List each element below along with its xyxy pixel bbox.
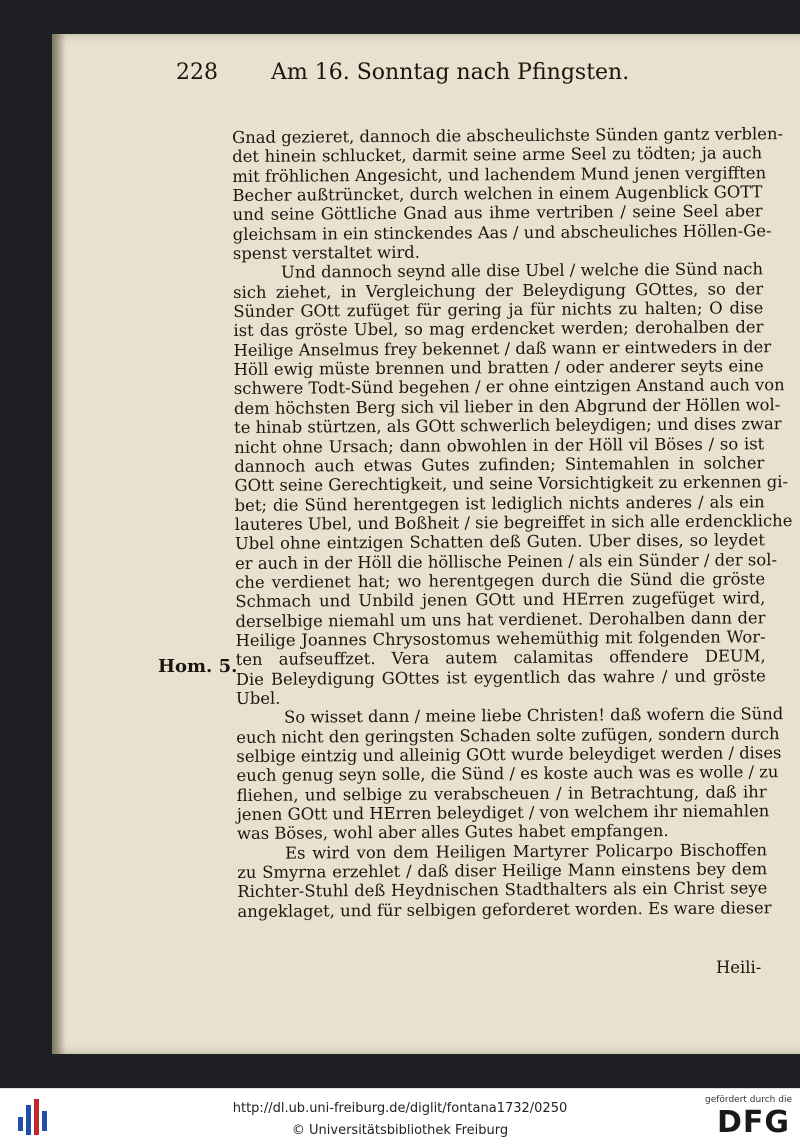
text-line: ist das gröste Ubel, so mag erdencket werden; derohalben der <box>233 317 764 341</box>
text-line: schwere Todt-Sünd begehen / er ohne eintzigen Anstand auch von <box>233 375 785 399</box>
margin-note: Hom. 5. <box>158 656 238 677</box>
text-line: Und dannoch seynd alle dise Ubel / welche die Sünd nach <box>280 259 764 283</box>
running-head: Am 16. Sonntag nach Pfingsten. <box>271 60 630 85</box>
text-line: Sünder GOtt zufüget für gering ja für nichts zu halten; O dise <box>233 298 764 322</box>
page-number: 228 <box>176 60 218 85</box>
text-line: Ubel. <box>235 688 281 708</box>
text-line: angeklaget, und für selbigen geforderet worden. Es ware dieser <box>237 898 772 921</box>
text-line: Gnad gezieret, dannoch die abscheulichste Sünden gantz verblen- <box>232 124 784 147</box>
document-url-link[interactable]: http://dl.ub.uni-freiburg.de/diglit/fontana1732/0250 <box>232 1101 568 1116</box>
text-line: jenen GOtt und HErren beleydiget / von welchem ihr niemahlen <box>236 801 770 825</box>
text-line: nicht ohne Ursach; dann obwohlen in der Höll vil Böses / so ist <box>234 433 765 457</box>
text-line: che verdienet hat; wo herentgegen durch die Sünd die gröste <box>235 569 766 592</box>
text-line: sich ziehet, in Vergleichung der Beleydigung GOttes, so der <box>233 279 764 302</box>
text-line: Höll ewig müste brennen und bratten / oder anderer seyts eine <box>233 356 764 380</box>
text-line: Die Beleydigung GOttes ist eygentlich das wahre / und gröste <box>235 665 766 689</box>
dfg-logo: DFG <box>716 1105 790 1140</box>
text-line: dannoch auch etwas Gutes zufinden; Sintemahlen in solcher <box>234 453 765 476</box>
text-line: Es wird von dem Heiligen Martyrer Policarpo Bischoffen <box>284 840 768 863</box>
text-line: dem höchsten Berg sich vil lieber in den Abgrund der Höllen wol- <box>233 394 781 418</box>
text-line: So wisset dann / meine liebe Christen! daß wofern die Sünd <box>284 704 784 727</box>
viewer-footer <box>0 1088 800 1145</box>
text-line: und seine Göttliche Gnad aus ihme vertriben / seine Seel aber <box>232 201 763 225</box>
text-line: fliehen, und selbige zu verabscheuen / in Betrachtung, daß ihr <box>236 781 767 805</box>
page-header <box>176 60 676 90</box>
text-line: Becher außtrüncket, durch welchen in einem Augenblick GOTT <box>232 182 763 206</box>
text-line: bet; die Sünd herentgegen ist lediglich nichts anderes / als ein <box>234 491 765 515</box>
text-line: ten aufseuffzet. Vera autem calamitas offendere DEUM, <box>235 646 766 670</box>
text-line: mit fröhlichen Angesicht, und lachendem Mund jenen vergifften <box>232 162 767 186</box>
body-text <box>232 124 793 921</box>
text-line: er auch in der Höll die höllische Peinen / als ein Sünder / der sol- <box>234 549 778 573</box>
text-line: spenst verstaltet wird. <box>232 242 421 264</box>
text-line: was Böses, wohl aber alles Gutes habet empfangen. <box>236 821 669 844</box>
text-line: zu Smyrna erzehlet / daß diser Heilige Mann einstens bey dem <box>237 859 768 883</box>
text-line: Heilige Anselmus frey bekennet / daß wann er eintweders in der <box>233 337 772 360</box>
text-line: GOtt seine Gerechtigkeit, und seine Vorsichtigkeit zu erkennen gi- <box>234 472 789 496</box>
text-line: Heilige Joannes Chrysostomus wehemüthig mit folgenden Wor- <box>235 627 766 650</box>
dfg-caption: gefördert durch die <box>705 1095 792 1105</box>
text-line: selbige eintzig und alleinig GOtt wurde beleydiget werden / dises <box>236 743 782 766</box>
copyright-notice: © Universitätsbibliothek Freiburg <box>291 1123 509 1138</box>
text-line: lauteres Ubel, und Boßheit / sie begreiffet in sich alle erdenckliche <box>234 510 793 534</box>
catchword: Heili- <box>716 958 762 977</box>
text-line: derselbige niemahl um uns hat verdienet. Derohalben dann der <box>235 607 766 631</box>
text-line: det hinein schlucket, darmit seine arme Seel zu tödten; ja auch <box>232 143 763 167</box>
text-line: Ubel ohne eintzigen Schatten deß Guten. Uber dises, so leydet <box>234 530 765 554</box>
text-line: euch genug seyn solle, die Sünd / es koste auch was es wolle / zu <box>236 762 779 786</box>
text-line: Schmach und Unbild jenen GOtt und HErren zugefüget wird, <box>235 588 766 612</box>
text-line: Richter-Stuhl deß Heydnischen Stadthalters als ein Christ seye <box>237 878 768 902</box>
text-line: te hinab stürtzen, als GOtt schwerlich beleydigen; und dises zwar <box>234 414 782 438</box>
text-line: gleichsam in ein stinckendes Aas / und abscheuliches Höllen-Ge- <box>232 220 772 244</box>
text-line: euch nicht den geringsten Schaden solte zufügen, sondern durch <box>236 723 780 747</box>
